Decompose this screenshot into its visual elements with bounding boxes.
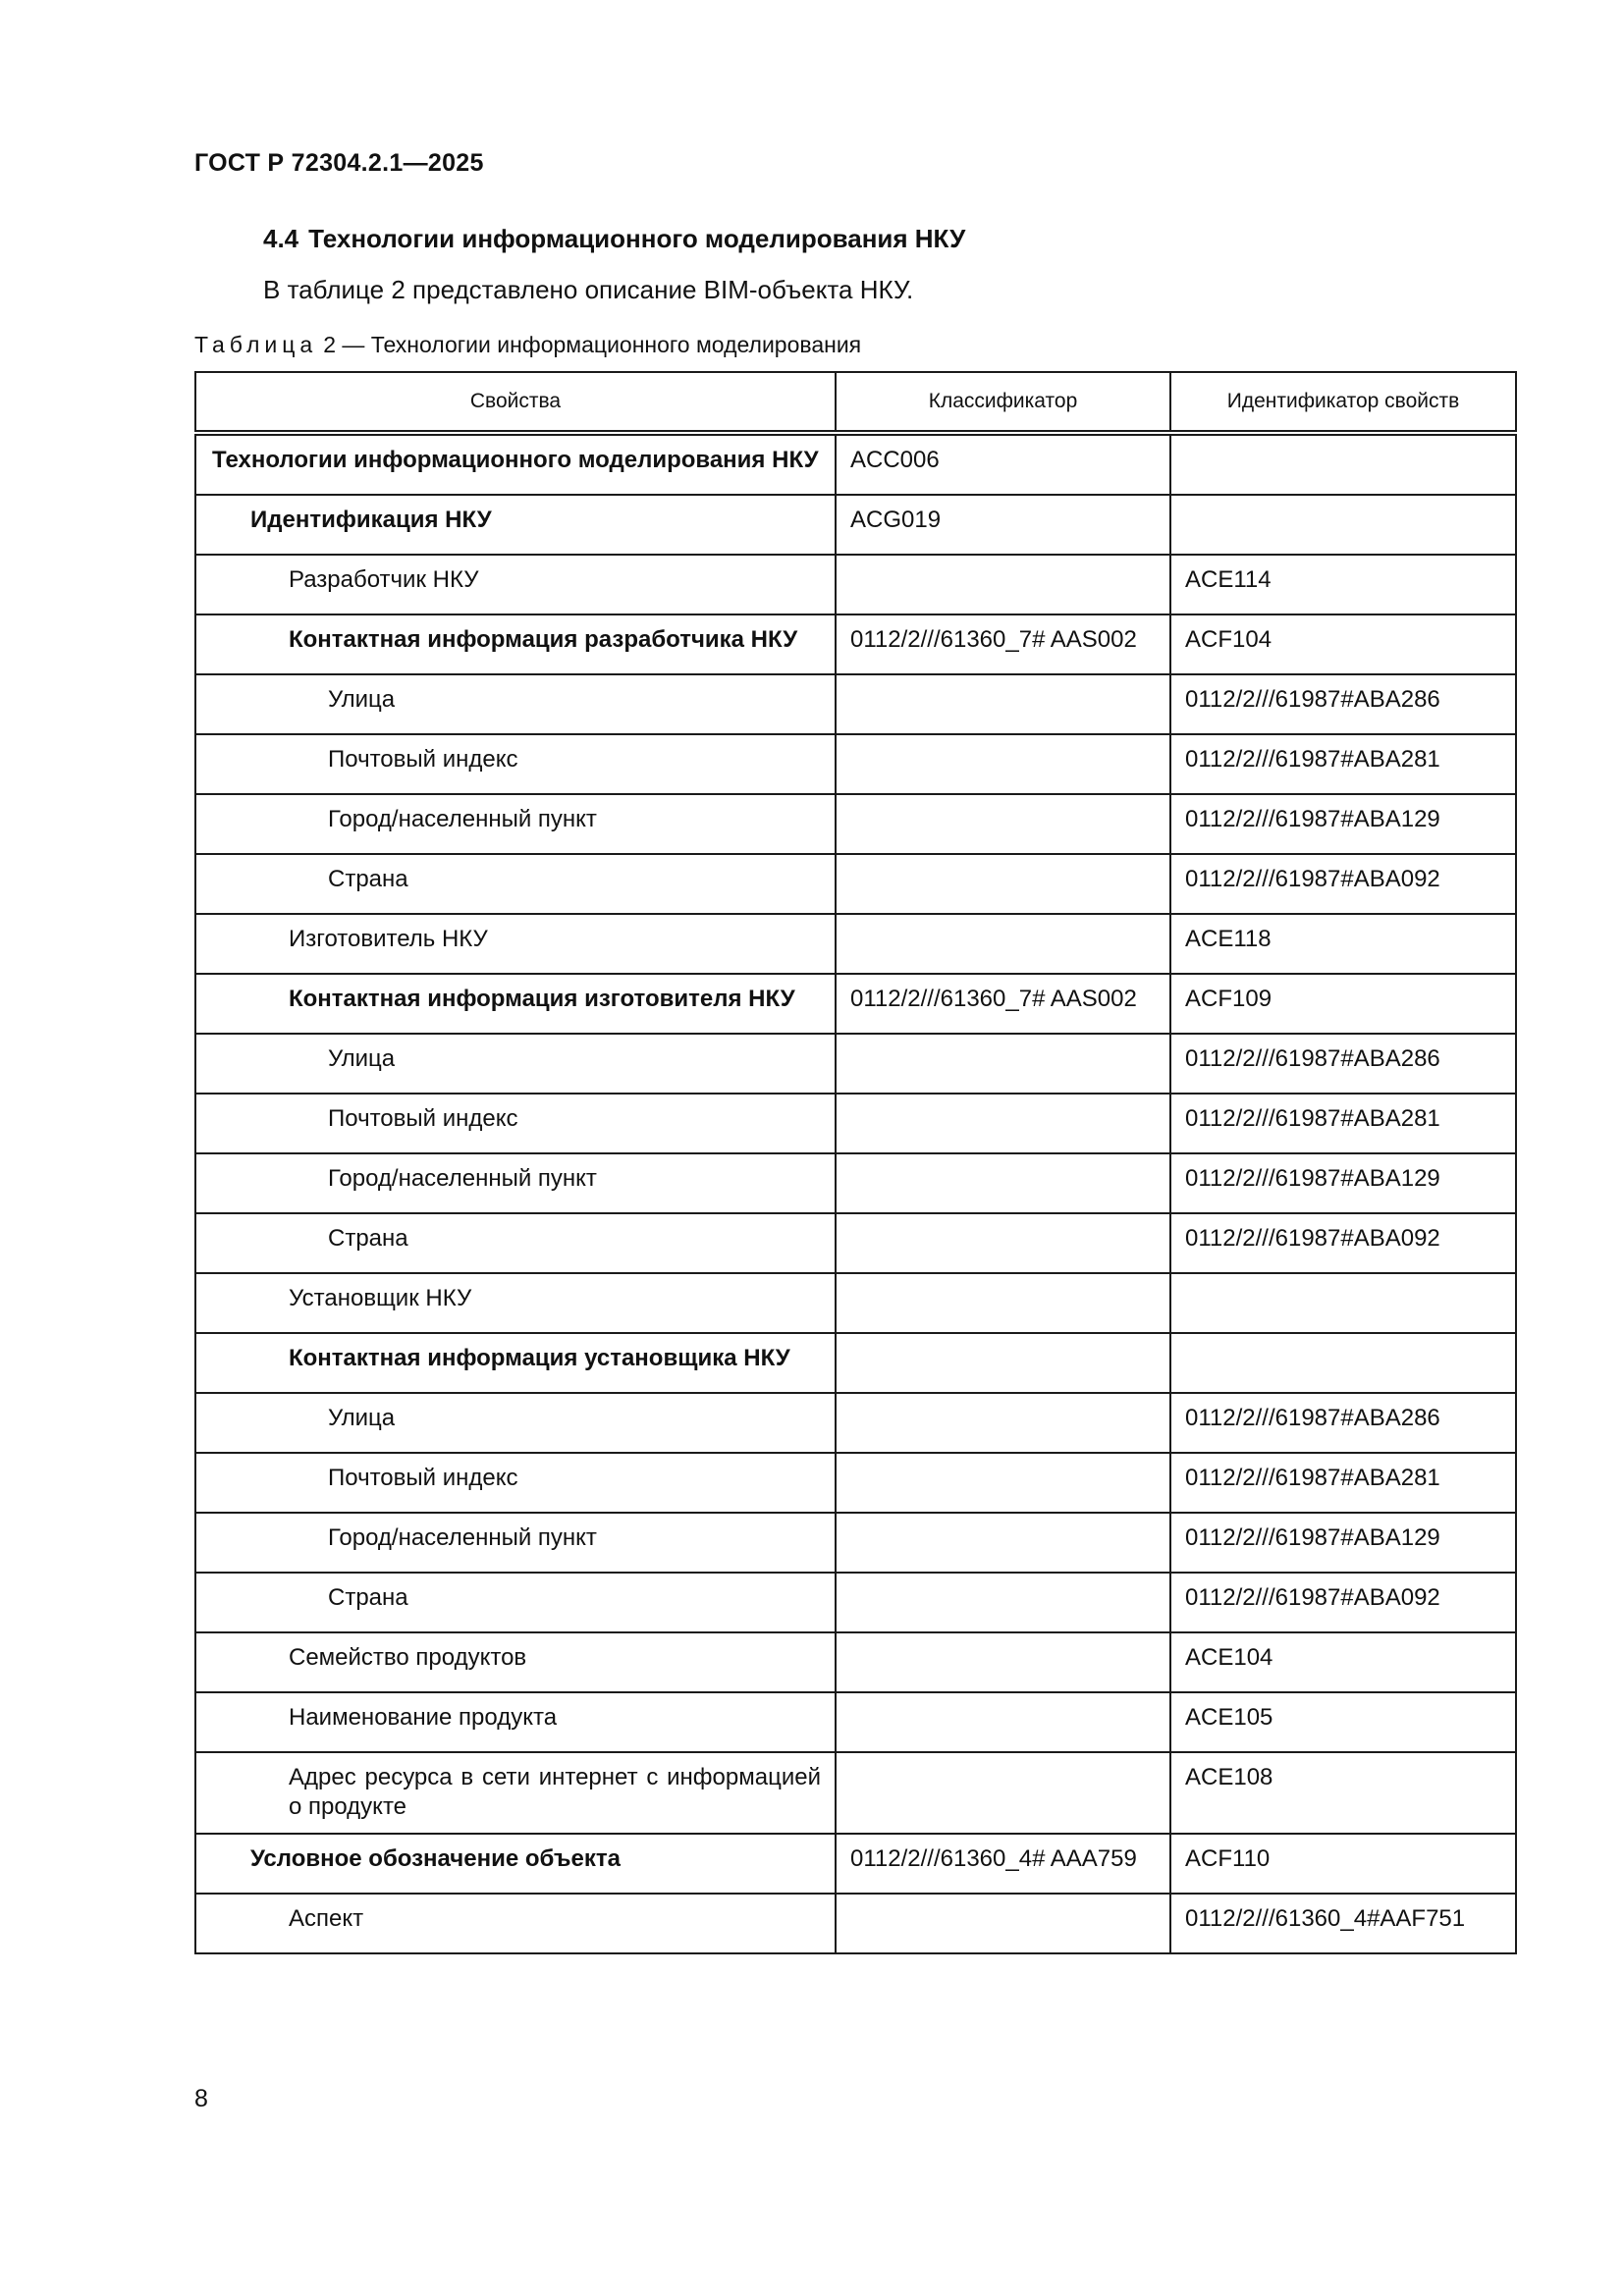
identifier-cell: 0112/2///61987#ABA092 [1170, 1213, 1516, 1273]
classifier-cell [836, 674, 1170, 734]
identifier-cell: 0112/2///61987#ABA281 [1170, 734, 1516, 794]
classifier-cell [836, 1692, 1170, 1752]
identifier-cell: 0112/2///61987#ABA281 [1170, 1094, 1516, 1153]
identifier-cell: 0112/2///61987#ABA281 [1170, 1453, 1516, 1513]
property-cell: Контактная информация установщика НКУ [195, 1333, 836, 1393]
table-row [195, 614, 1516, 674]
identifier-cell: ACE105 [1170, 1692, 1516, 1752]
identifier-cell: 0112/2///61360_4#AAF751 [1170, 1894, 1516, 1953]
classifier-cell [836, 1213, 1170, 1273]
classifier-cell [836, 555, 1170, 614]
table-header-row [195, 372, 1516, 433]
property-cell: Технологии информационного моделирования НКУ [195, 433, 836, 495]
column-header-classifier: Классификатор [836, 372, 1170, 433]
property-cell: Наименование продукта [195, 1692, 836, 1752]
intro-paragraph: В таблице 2 представлено описание BIM-объекта НКУ. [263, 275, 914, 304]
property-cell: Страна [195, 1573, 836, 1632]
identifier-cell: 0112/2///61987#ABA286 [1170, 1393, 1516, 1453]
table-row [195, 1894, 1516, 1953]
property-cell: Почтовый индекс [195, 734, 836, 794]
table-row [195, 1692, 1516, 1752]
table-row [195, 1393, 1516, 1453]
identifier-cell: 0112/2///61987#ABA129 [1170, 794, 1516, 854]
table-row [195, 1632, 1516, 1692]
identifier-cell: ACF104 [1170, 614, 1516, 674]
identifier-cell [1170, 433, 1516, 495]
classifier-cell [836, 1153, 1170, 1213]
identifier-cell: ACF110 [1170, 1834, 1516, 1894]
classifier-cell [836, 1513, 1170, 1573]
column-header-properties: Свойства [195, 372, 836, 433]
identifier-cell: ACE114 [1170, 555, 1516, 614]
table-row [195, 1513, 1516, 1573]
identifier-cell [1170, 1333, 1516, 1393]
classifier-cell [836, 1573, 1170, 1632]
table-row [195, 1094, 1516, 1153]
property-cell: Условное обозначение объекта [195, 1834, 836, 1894]
identifier-cell: ACE108 [1170, 1752, 1516, 1834]
table-row [195, 974, 1516, 1034]
table-row [195, 1153, 1516, 1213]
property-cell: Город/населенный пункт [195, 1513, 836, 1573]
property-cell: Страна [195, 854, 836, 914]
identifier-cell [1170, 1273, 1516, 1333]
property-cell: Разработчик НКУ [195, 555, 836, 614]
classifier-cell [836, 1273, 1170, 1333]
property-cell: Город/населенный пункт [195, 794, 836, 854]
identifier-cell: 0112/2///61987#ABA092 [1170, 1573, 1516, 1632]
classifier-cell: ACC006 [836, 433, 1170, 495]
table-row [195, 1034, 1516, 1094]
property-cell: Улица [195, 1034, 836, 1094]
section-title-text: Технологии информационного моделирования НКУ [308, 224, 966, 253]
table-row [195, 854, 1516, 914]
table-row [195, 495, 1516, 555]
table-row [195, 674, 1516, 734]
table-caption-text: — Технологии информационного моделирования [342, 332, 862, 357]
classifier-cell [836, 854, 1170, 914]
classifier-cell [836, 1393, 1170, 1453]
table-row [195, 1213, 1516, 1273]
table-row [195, 1333, 1516, 1393]
identifier-cell: 0112/2///61987#ABA286 [1170, 674, 1516, 734]
classifier-cell [836, 794, 1170, 854]
property-cell: Город/населенный пункт [195, 1153, 836, 1213]
table-row [195, 1573, 1516, 1632]
column-header-identifier: Идентификатор свойств [1170, 372, 1516, 433]
property-cell: Идентификация НКУ [195, 495, 836, 555]
property-cell: Аспект [195, 1894, 836, 1953]
table-body [195, 433, 1516, 1953]
table-caption-number: 2 [323, 332, 336, 357]
classifier-cell [836, 1094, 1170, 1153]
classifier-cell [836, 1333, 1170, 1393]
section-number: 4.4 [263, 224, 299, 253]
table-row [195, 1752, 1516, 1834]
section-title [263, 224, 965, 254]
classifier-cell [836, 1453, 1170, 1513]
classifier-cell: 0112/2///61360_7# AAS002 [836, 974, 1170, 1034]
identifier-cell: 0112/2///61987#ABA129 [1170, 1513, 1516, 1573]
page-number: 8 [194, 2085, 208, 2112]
table-row [195, 734, 1516, 794]
identifier-cell: ACE104 [1170, 1632, 1516, 1692]
table-row [195, 1453, 1516, 1513]
table-row [195, 433, 1516, 495]
table-row [195, 914, 1516, 974]
table-row [195, 1273, 1516, 1333]
identifier-cell: ACF109 [1170, 974, 1516, 1034]
classifier-cell: 0112/2///61360_7# AAS002 [836, 614, 1170, 674]
table-row [195, 555, 1516, 614]
property-cell: Улица [195, 674, 836, 734]
property-cell: Установщик НКУ [195, 1273, 836, 1333]
properties-table [194, 371, 1517, 1954]
classifier-cell [836, 734, 1170, 794]
classifier-cell [836, 1894, 1170, 1953]
table-caption-label: Таблица [194, 332, 318, 357]
identifier-cell: 0112/2///61987#ABA092 [1170, 854, 1516, 914]
identifier-cell [1170, 495, 1516, 555]
property-cell: Контактная информация разработчика НКУ [195, 614, 836, 674]
table-row [195, 1834, 1516, 1894]
property-cell: Страна [195, 1213, 836, 1273]
classifier-cell [836, 1034, 1170, 1094]
classifier-cell [836, 914, 1170, 974]
table-caption [194, 332, 861, 358]
property-cell: Улица [195, 1393, 836, 1453]
property-cell: Семейство продуктов [195, 1632, 836, 1692]
classifier-cell [836, 1632, 1170, 1692]
property-cell: Адрес ресурса в сети интернет с информацией о продукте [195, 1752, 836, 1834]
property-cell: Почтовый индекс [195, 1094, 836, 1153]
document-header: ГОСТ Р 72304.2.1—2025 [194, 149, 484, 177]
property-cell: Изготовитель НКУ [195, 914, 836, 974]
property-cell: Контактная информация изготовителя НКУ [195, 974, 836, 1034]
table-row [195, 794, 1516, 854]
identifier-cell: ACE118 [1170, 914, 1516, 974]
classifier-cell: 0112/2///61360_4# AAA759 [836, 1834, 1170, 1894]
identifier-cell: 0112/2///61987#ABA129 [1170, 1153, 1516, 1213]
classifier-cell: ACG019 [836, 495, 1170, 555]
classifier-cell [836, 1752, 1170, 1834]
identifier-cell: 0112/2///61987#ABA286 [1170, 1034, 1516, 1094]
property-cell: Почтовый индекс [195, 1453, 836, 1513]
